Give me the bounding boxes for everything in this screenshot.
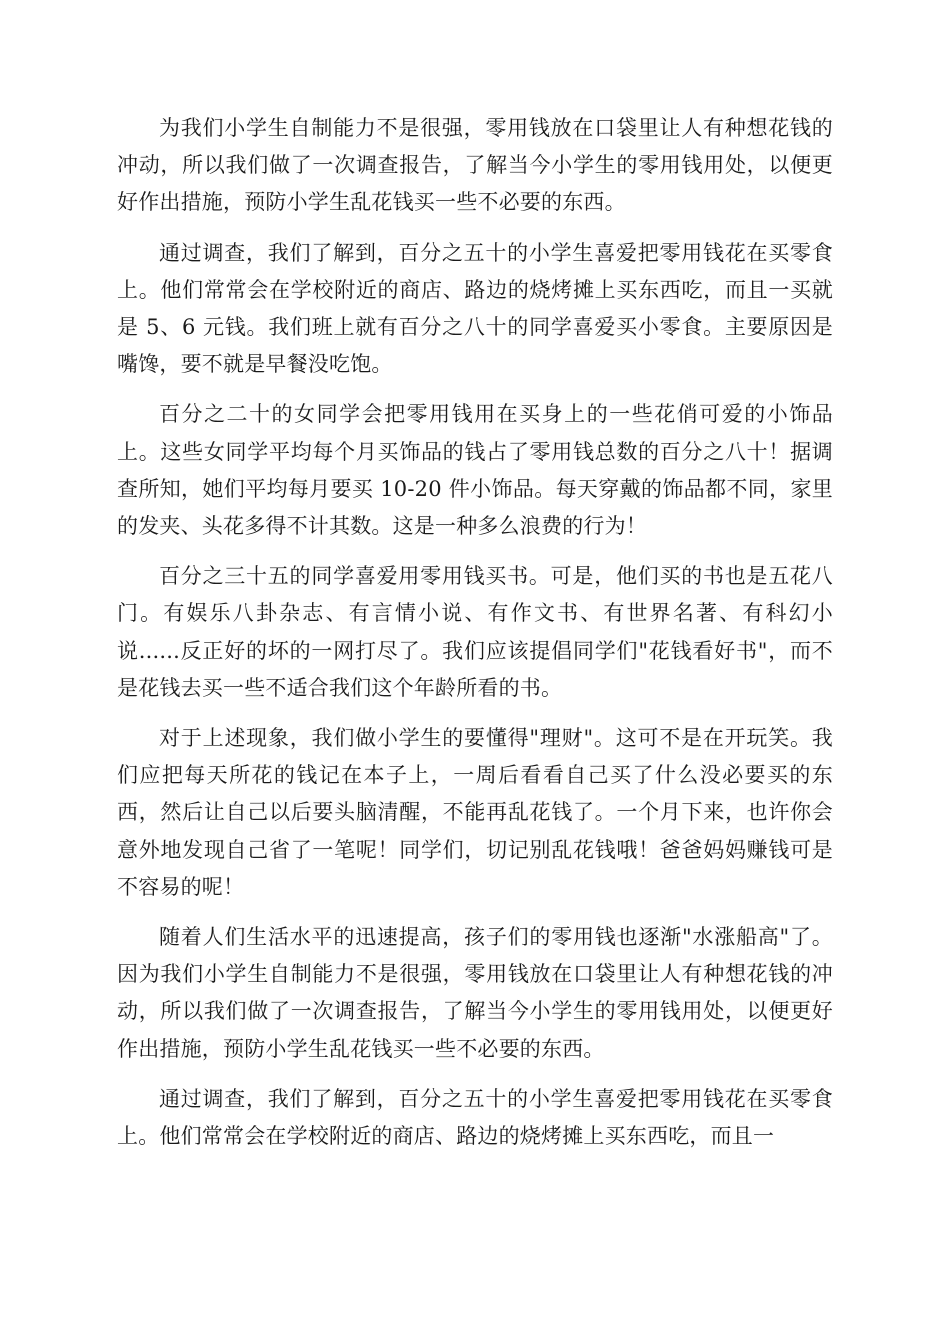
paragraph-6: 随着人们生活水平的迅速提高，孩子们的零用钱也逐渐"水涨船高"了。因为我们小学生自制能力不是很强，零用钱放在口袋里让人有种想花钱的冲动，所以我们做了一次调查报告，了解当今小学生的零用钱用处，以便更好作出措施，预防小学生乱花钱买一些不必要的东西。	[117, 925, 833, 1061]
paragraph-4: 百分之三十五的同学喜爱用零用钱买书。可是，他们买的书也是五花八门。有娱乐八卦杂志、有言情小说、有作文书、有世界名著、有科幻小说......反正好的坏的一网打尽了。我们应该提倡同学们"花钱看好书"，而不是花钱去买一些不适合我们这个年龄所看的书。	[117, 564, 833, 700]
paragraph-1: 为我们小学生自制能力不是很强，零用钱放在口袋里让人有种想花钱的冲动，所以我们做了一次调查报告，了解当今小学生的零用钱用处，以便更好作出措施，预防小学生乱花钱买一些不必要的东西。	[117, 116, 833, 215]
paragraph-5: 对于上述现象，我们做小学生的要懂得"理财"。这可不是在开玩笑。我们应把每天所花的钱记在本子上，一周后看看自己买了什么没必要买的东西，然后让自己以后要头脑清醒，不能再乱花钱了。一个月下来，也许你会意外地发现自己省了一笔呢！同学们，切记别乱花钱哦！爸爸妈妈赚钱可是不容易的呢！	[117, 726, 833, 899]
paragraph-7: 通过调查，我们了解到，百分之五十的小学生喜爱把零用钱花在买零食上。他们常常会在学校附近的商店、路边的烧烤摊上买东西吃，而且一	[117, 1086, 833, 1149]
paragraph-3: 百分之二十的女同学会把零用钱用在买身上的一些花俏可爱的小饰品上。这些女同学平均每个月买饰品的钱占了零用钱总数的百分之八十！据调查所知，她们平均每月要买 10-20 件小饰品。每天穿戴的饰品都不同，家里的发夹、头花多得不计其数。这是一种多么浪费的行为！	[117, 402, 833, 539]
document-body	[117, 110, 833, 1168]
paragraph-2: 通过调查，我们了解到，百分之五十的小学生喜爱把零用钱花在买零食上。他们常常会在学校附近的商店、路边的烧烤摊上买东西吃，而且一买就是 5、6 元钱。我们班上就有百分之八十的同学喜爱买小零食。主要原因是嘴馋，要不就是早餐没吃饱。	[117, 240, 833, 377]
